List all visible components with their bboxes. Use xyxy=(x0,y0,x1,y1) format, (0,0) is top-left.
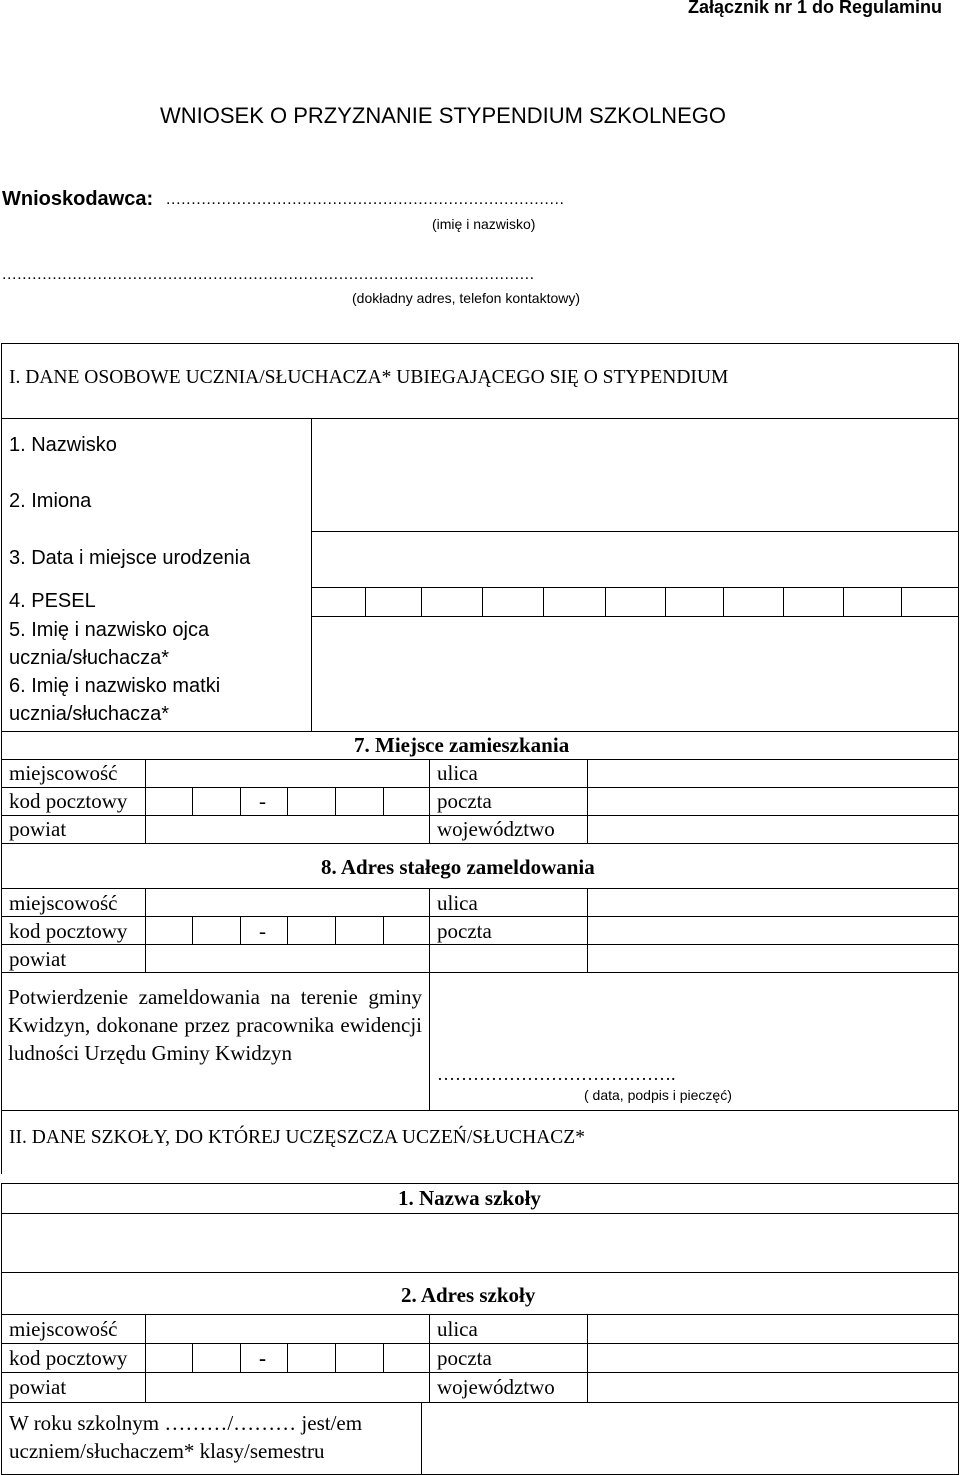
father-label-2: ucznia/słuchacza* xyxy=(9,647,170,669)
applicant-address-hint: (dokładny adres, telefon kontaktowy) xyxy=(352,290,581,306)
school-name-heading: 1. Nazwa szkoły xyxy=(398,1186,541,1210)
residence-county-field[interactable] xyxy=(146,816,429,843)
page-title: WNIOSEK O PRZYZNANIE STYPENDIUM SZKOLNEGO xyxy=(160,103,726,128)
school-street-label: ulica xyxy=(437,1317,478,1341)
school-year-line1: W roku szkolnym ………/……… jest/em xyxy=(9,1411,363,1435)
residence-postcode-dash: - xyxy=(259,789,266,813)
section1-heading: I. DANE OSOBOWE UCZNIA/SŁUCHACZA* UBIEGAJĄCEGO SIĘ O STYPENDIUM xyxy=(9,367,729,388)
applicant-address-dots[interactable]: .......................................................................................................... xyxy=(2,266,535,283)
registered-heading: 8. Adres stałego zameldowania xyxy=(321,855,595,879)
school-postcode-label: kod pocztowy xyxy=(9,1346,128,1370)
birth-field[interactable] xyxy=(312,532,958,587)
registered-street-field[interactable] xyxy=(588,889,958,916)
pesel-field[interactable] xyxy=(312,588,958,616)
surname-field[interactable] xyxy=(312,419,958,531)
mother-field[interactable] xyxy=(312,674,958,731)
school-address-heading: 2. Adres szkoły xyxy=(401,1283,536,1307)
school-postcode-dash: - xyxy=(259,1346,266,1370)
residence-heading: 7. Miejsce zamieszkania xyxy=(354,733,570,757)
names-label: 2. Imiona xyxy=(9,490,92,512)
residence-postcode-label: kod pocztowy xyxy=(9,789,128,813)
mother-label-1: 6. Imię i nazwisko matki xyxy=(9,675,221,697)
registered-county-field[interactable] xyxy=(146,945,429,972)
section2-heading: II. DANE SZKOŁY, DO KTÓREJ UCZĘSZCZA UCZEŃ/SŁUCHACZ* xyxy=(9,1127,585,1148)
school-street-field[interactable] xyxy=(588,1315,958,1343)
school-county-label: powiat xyxy=(9,1375,67,1399)
applicant-name-hint: (imię i nazwisko) xyxy=(432,216,536,232)
school-province-label: województwo xyxy=(437,1375,555,1399)
confirmation-text: Potwierdzenie zameldowania na terenie gminy Kwidzyn, dokonane przez pracownika ewidencji ludności Urzędu Gminy Kwidzyn xyxy=(8,985,422,1065)
school-name-field[interactable] xyxy=(2,1214,958,1272)
residence-town-label: miejscowość xyxy=(9,761,118,785)
registered-postcode-label: kod pocztowy xyxy=(9,919,128,943)
school-county-field[interactable] xyxy=(146,1373,429,1402)
registered-street-label: ulica xyxy=(437,891,478,915)
residence-town-field[interactable] xyxy=(146,760,429,787)
registered-post-field[interactable] xyxy=(588,917,958,944)
registered-town-field[interactable] xyxy=(146,889,429,916)
school-post-label: poczta xyxy=(437,1346,492,1370)
father-field[interactable] xyxy=(312,617,958,674)
applicant-name-dots[interactable]: ............................................................................... xyxy=(166,191,565,208)
annex-label: Załącznik nr 1 do Regulaminu xyxy=(688,0,943,17)
school-province-field[interactable] xyxy=(588,1373,958,1402)
registered-post-label: poczta xyxy=(437,919,492,943)
residence-province-label: województwo xyxy=(437,817,555,841)
father-label-1: 5. Imię i nazwisko ojca xyxy=(9,619,210,641)
residence-province-field[interactable] xyxy=(588,816,958,843)
registered-county-label: powiat xyxy=(9,947,67,971)
residence-street-field[interactable] xyxy=(588,760,958,787)
school-year-line2: uczniem/słuchaczem* klasy/semestru xyxy=(9,1439,325,1463)
surname-label: 1. Nazwisko xyxy=(9,434,117,456)
registered-town-label: miejscowość xyxy=(9,891,118,915)
school-post-field[interactable] xyxy=(588,1344,958,1372)
school-town-label: miejscowość xyxy=(9,1317,118,1341)
residence-county-label: powiat xyxy=(9,817,67,841)
pesel-label: 4. PESEL xyxy=(9,590,96,612)
confirmation-hint: ( data, podpis i pieczęć) xyxy=(584,1087,732,1103)
applicant-label: Wnioskodawca: xyxy=(2,188,154,210)
school-town-field[interactable] xyxy=(146,1315,429,1343)
confirmation-dots[interactable]: …………………………………. xyxy=(437,1064,676,1084)
residence-street-label: ulica xyxy=(437,761,478,785)
registered-postcode-dash: - xyxy=(259,919,266,943)
mother-label-2: ucznia/słuchacza* xyxy=(9,703,170,725)
birth-label: 3. Data i miejsce urodzenia xyxy=(9,547,251,569)
residence-post-label: poczta xyxy=(437,789,492,813)
school-class-field[interactable] xyxy=(422,1403,958,1474)
residence-post-field[interactable] xyxy=(588,788,958,815)
